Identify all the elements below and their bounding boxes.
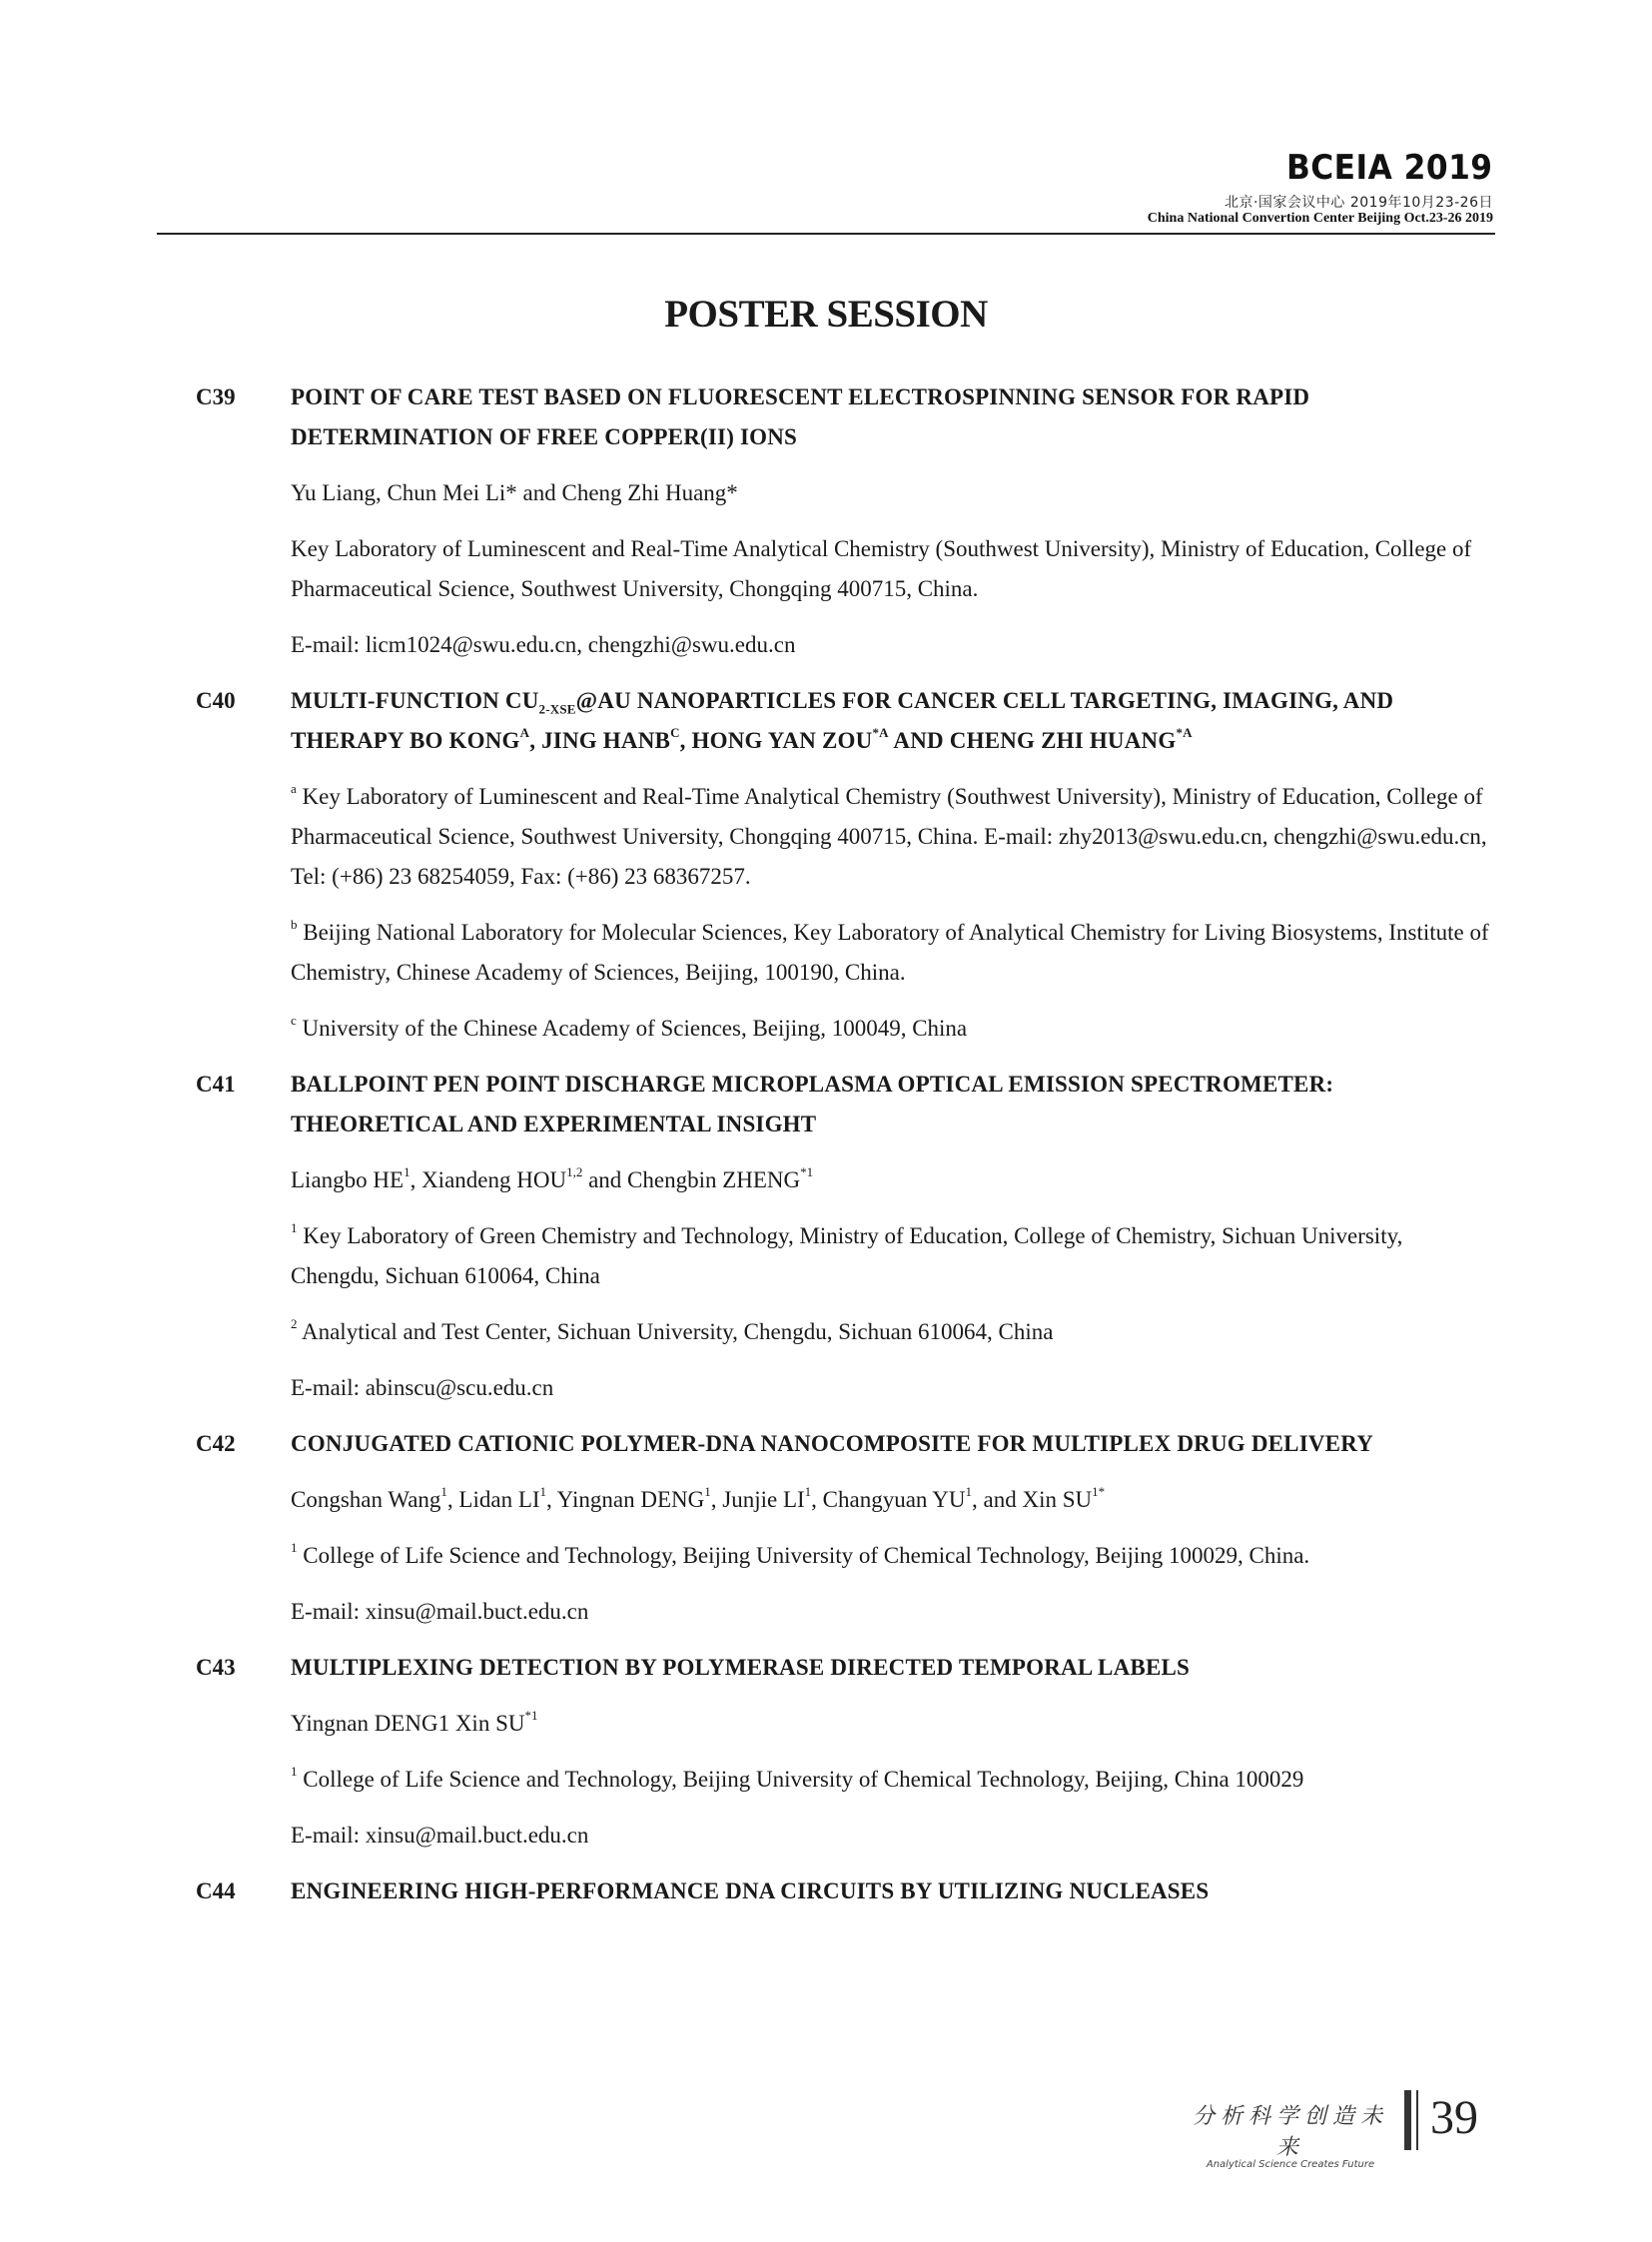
footer-slogan — [1191, 2099, 1390, 2170]
entry-title: ENGINEERING HIGH-PERFORMANCE DNA CIRCUITS BY UTILIZING NUCLEASES — [291, 1878, 1210, 1903]
entry-email: E-mail: xinsu@mail.buct.edu.cn — [291, 1599, 589, 1624]
page-number: 39 — [1430, 2091, 1478, 2144]
entry-title: MULTIPLEXING DETECTION BY POLYMERASE DIRECTED TEMPORAL LABELS — [291, 1655, 1191, 1680]
abstract-list — [196, 377, 1494, 1927]
entry-authors: Yingnan DENG1 Xin SU$^{*1}$ — [291, 1708, 538, 1736]
header-chinese-subtitle: 北京·国家会议中心 2019年10月23-26日 — [1224, 195, 1493, 211]
entry-email: E-mail: xinsu@mail.buct.edu.cn — [291, 1823, 589, 1848]
abstract-entry-c44 — [196, 1871, 1494, 1911]
header-divider — [157, 233, 1495, 235]
entry-code: C43 — [196, 1655, 236, 1680]
page-header — [0, 0, 1652, 240]
entry-code: C39 — [196, 384, 236, 409]
entry-title: BALLPOINT PEN POINT DISCHARGE MICROPLASMA OPTICAL EMISSION SPECTROMETER: THEORETICAL AND EXPERIMENTAL INSIGHT — [291, 1072, 1334, 1136]
footer-divider-thick — [1404, 2090, 1411, 2150]
entry-affiliation-2: $^2$ Analytical and Test Center, Sichuan University, Chengdu, Sichuan 610064, China — [291, 1316, 1054, 1344]
footer-divider-thin — [1416, 2090, 1418, 2150]
entry-email: E-mail: abinscu@scu.edu.cn — [291, 1375, 554, 1400]
entry-affiliation: $^1$ College of Life Science and Technology, Beijing University of Chemical Technology, Beijing 100029, China. — [291, 1540, 1310, 1568]
abstract-entry-c41 — [196, 1065, 1494, 1408]
header-english-subtitle: China National Convertion Center Beijing Oct.23-26 2019 — [1147, 211, 1493, 226]
entry-code: C41 — [196, 1072, 236, 1097]
abstract-entry-c40 — [196, 681, 1494, 1049]
entry-affiliation: $^1$ College of Life Science and Technology, Beijing University of Chemical Technology, Beijing, China 100029 — [291, 1764, 1304, 1792]
abstract-entry-c39 — [196, 377, 1494, 665]
entry-code: C40 — [196, 688, 236, 713]
slogan-english: Analytical Science Creates Future — [1206, 2159, 1375, 2170]
slogan-chinese: 分析科学创造未来 — [1192, 2104, 1388, 2160]
session-title: POSTER SESSION — [664, 293, 988, 336]
entry-authors: Congshan Wang$^1$, Lidan $LI^1$, Yingnan DENG$^1$, Junjie $LI^1$, Changyuan $YU^1$, and Xin $SU^{1*}$ — [291, 1484, 1106, 1512]
abstract-entry-c43 — [196, 1648, 1494, 1856]
entry-title: POINT OF CARE TEST BASED ON FLUORESCENT ELECTROSPINNING SENSOR FOR RAPID DETERMINATION OF FREE COPPER(II) IONS — [291, 384, 1310, 449]
entry-affiliation: Key Laboratory of Luminescent and Real-Time Analytical Chemistry (Southwest University), Ministry of Education, College of Pharmaceutical Science, Southwest University, Chongqing 400715, China. — [291, 536, 1472, 601]
entry-authors: Yu Liang, Chun Mei Li* and Cheng Zhi Huang* — [291, 480, 738, 505]
entry-affiliation-c: $^c$ University of the Chinese Academy of Sciences, Beijing, 100049, China — [291, 1013, 968, 1041]
entry-code: C42 — [196, 1431, 236, 1456]
entry-affiliation-1: $^1$ Key Laboratory of Green Chemistry and Technology, Ministry of Education, College of Chemistry, Sichuan University, Chengdu, Sichuan 610064, China — [291, 1220, 1403, 1288]
entry-title: CONJUGATED CATIONIC POLYMER-DNA NANOCOMPOSITE FOR MULTIPLEX DRUG DELIVERY — [291, 1431, 1374, 1456]
entry-affiliation-b: $^b$ Beijing National Laboratory for Molecular Sciences, Key Laboratory of Analytical Chemistry for Living Biosystems, Institute of Chemistry, Chinese Academy of Sciences, Beijing, 100190, China. — [291, 917, 1489, 985]
entry-code: C44 — [196, 1878, 236, 1903]
entry-authors: Liangbo $HE^1$, Xiandeng HOU$^{1,2}$ and Chengbin ZHENG$^{*1}$ — [291, 1164, 814, 1192]
abstract-entry-c42 — [196, 1424, 1494, 1632]
entry-affiliation-a: $^a$ Key Laboratory of Luminescent and Real-Time Analytical Chemistry (Southwest University), Ministry of Education, College of Pharmaceutical Science, Southwest University, Chongqing 400715, China. E-mail: zhy2013@swu.edu.cn, chengzhi@swu.edu.cn, Tel: (+86) 23 68254059, Fax: (+86) 23 68367257. — [291, 781, 1487, 889]
entry-email: E-mail: licm1024@swu.edu.cn, chengzhi@swu.edu.cn — [291, 632, 796, 657]
entry-title: MULTI-FUNCTION $CU_{2-XSE}@AU$ NANOPARTICLES FOR CANCER CELL TARGETING, IMAGING, AND THERAPY BO $KONG^A$, JING $HANB^C$, HONG YAN $ZOU^{*A}$ AND CHENG ZHI $HUANG^{*A}$ — [291, 688, 1394, 753]
conference-logo: BCEIA 2019 — [1286, 148, 1493, 188]
